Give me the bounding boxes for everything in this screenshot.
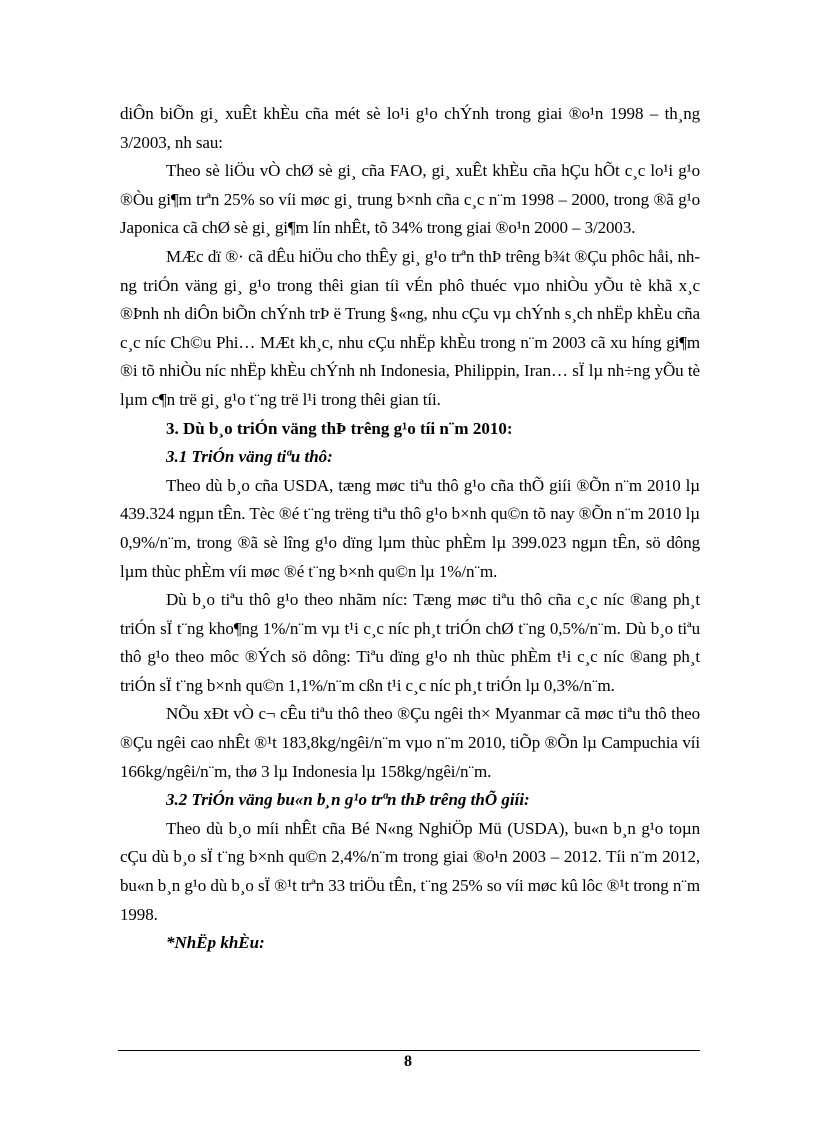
paragraph-usda-consumption: Theo dù b¸o cña USDA, tæng møc tiªu thô g¹o cña thÕ giíi ®Õn n¨m 2010 lµ 439.324 ngµn tÊn. Tèc ®é t¨ng trëng tiªu thô g¹o b×nh qu©n tõ nay ®Õn n¨m 2010 lµ 0,9%/n¨m, trong ®ã sè lîng g¹o dïng lµm thùc phÈm lµ 399.023 ngµn tÊn, sö dông lµm thùc phÈm víi møc ®é t¨ng b×nh qu©n lµ 1%/n¨m. xyxy=(120,475,700,581)
document-body xyxy=(120,100,700,958)
paragraph-usda-trade: Theo dù b¸o míi nhÊt cña Bé N«ng NghiÖp Mü (USDA), bu«n b¸n g¹o toµn cÇu dù b¸o sÏ t¨ng b×nh qu©n 2,4%/n¨m trong giai ®o¹n 2003 – 2012. Tíi n¨m 2012, bu«n b¸n g¹o dù b¸o sÏ ®¹t trªn 33 triÖu tÊn, t¨ng 25% so víi møc kû lôc ®¹t trong n¨m 1998. xyxy=(120,818,700,924)
section-heading-forecast-2010: 3. Dù b¸o triÓn väng thÞ trêng g¹o tíi n¨m 2010: xyxy=(166,418,513,438)
page-number: 8 xyxy=(404,1053,412,1070)
subsection-heading-trade: 3.2 TriÓn väng bu«n b¸n g¹o trªn thÞ trêng thÕ giíi: xyxy=(166,790,530,810)
paragraph-per-capita: NÕu xÐt vÒ c¬ cÊu tiªu thô theo ®Çu ngêi th× Myanmar cã møc tiªu thô theo ®Çu ngêi cao nhÊt ®¹t 183,8kg/ngêi/n¨m vµo n¨m 2010, tiÕp ®Õn lµ Campuchia víi 166kg/ngêi/n¨m, thø 3 lµ Indonesia lµ 158kg/ngêi/n¨m. xyxy=(120,704,700,781)
subsection-heading-consumption: 3.1 TriÓn väng tiªu thô: xyxy=(166,447,333,467)
paragraph-intro: diÔn biÕn gi¸ xuÊt khÈu cña mét sè lo¹i g¹o chÝnh trong giai ®o¹n 1998 – th¸ng 3/2003, nh sau: xyxy=(120,104,700,152)
subsection-heading-imports: *NhËp khÈu: xyxy=(166,933,265,953)
footer-divider xyxy=(118,1050,700,1051)
paragraph-consumption-by-group: Dù b¸o tiªu thô g¹o theo nhãm níc: Tæng møc tiªu thô cña c¸c níc ®ang ph¸t triÓn sÏ t¨ng kho¶ng 1%/n¨m vµ t¹i c¸c níc ph¸t triÓn chØ t¨ng 0,5%/n¨m. Dù b¸o tiªu thô g¹o theo môc ®Ých sö dông: Tiªu dïng g¹o nh thùc phÈm t¹i c¸c níc ®ang ph¸t triÓn sÏ t¨ng b×nh qu©n 1,1%/n¨m cßn t¹i c¸c níc ph¸t triÓn lµ 0,3%/n¨m. xyxy=(120,590,700,695)
paragraph-price-outlook: MÆc dï ®· cã dÊu hiÖu cho thÊy gi¸ g¹o trªn thÞ trêng b¾t ®Çu phôc håi, nhng triÓn väng gi¸ g¹o trong thêi gian tíi vÉn phô thuéc vµo nhiÒu yÕu tè khã x¸c ®Þnh nh diÔn biÕn chÝnh trÞ ë Trung §«ng, nhu cÇu vµ chÝnh s¸ch nhËp khÈu cña c¸c níc Ch©u Phi… MÆt kh¸c, nhu cÇu nhËp khÈu trong n¨m 2003 cã xu híng gi¶m ®i tõ nhiÒu níc nhËp khÈu chÝnh nh Indonesia, Philippin, Iran… sÏ lµ nh÷ng yÕu tè lµm c¶n trë gi¸ g¹o t¨ng trë l¹i trong thêi gian tíi. xyxy=(120,246,700,409)
paragraph-fao-price-index: Theo sè liÖu vÒ chØ sè gi¸ cña FAO, gi¸ xuÊt khÈu cña hÇu hÕt c¸c lo¹i g¹o ®Òu gi¶m trªn 25% so víi møc gi¸ trung b×nh cña c¸c n¨m 1998 – 2000, trong ®ã g¹o Japonica cã chØ sè gi¸ gi¶m lín nhÊt, tõ 34% trong giai ®o¹n 2000 – 3/2003. xyxy=(120,161,700,238)
